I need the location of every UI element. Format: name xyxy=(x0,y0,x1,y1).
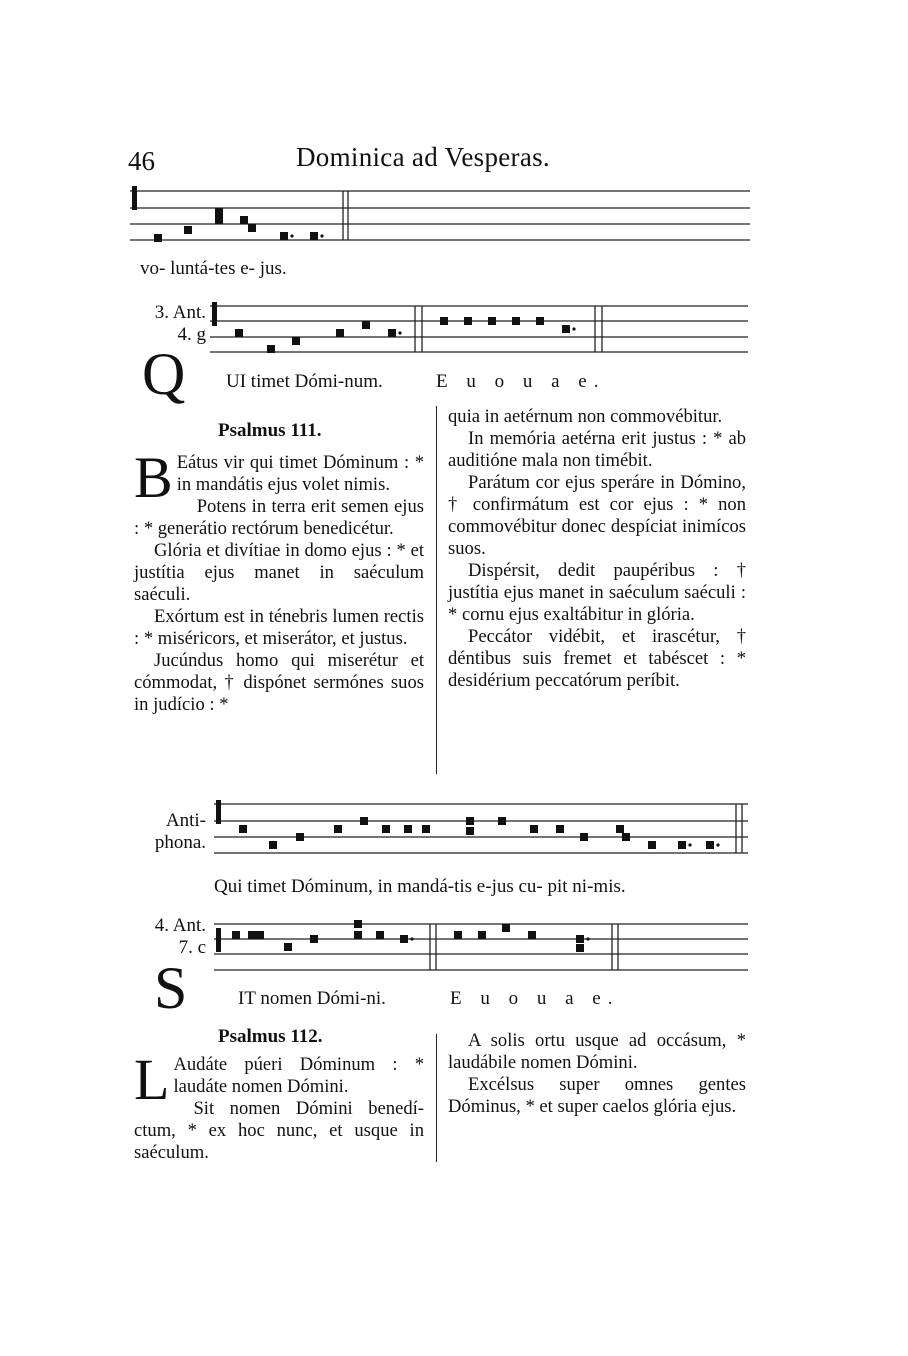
c-clef-icon xyxy=(212,302,217,326)
psalm111-verse-7: Parátum cor ejus speráre in Dómino, † confirmátum est cor ejus : * non commovébitur donec despíciat inimícos suos. xyxy=(448,472,746,559)
ant3-text: UI timet Dómi-num. xyxy=(226,371,383,392)
psalm111-verse-3: Glória et divítiae in domo ejus : * et justítia ejus manet in saéculum saéculi. xyxy=(134,540,424,605)
psalm111-verse-8: Dispérsit, dedit paupéribus : † justítia ejus manet in saéculum saéculi : * cornu ejus exaltábitur in glória. xyxy=(448,560,746,625)
ant3-label-number: 3. Ant. xyxy=(154,302,206,323)
ant3-label xyxy=(140,302,206,346)
ant4-label xyxy=(140,915,206,959)
psalm112-verse-3: A solis ortu usque ad occásum, * laudábile nomen Dómini. xyxy=(448,1030,746,1073)
ant3-label-mode: 4. g xyxy=(177,324,206,345)
psalm111-verse-5: Jucúndus homo qui miserétur et cómmodat, † dispónet sermónes suos in judício : * xyxy=(134,650,424,715)
psalm111-initial: B xyxy=(134,445,173,510)
psalm112-verse-4: Excélsus super omnes gentes Dóminus, * et super caelos glória ejus. xyxy=(448,1074,746,1117)
psalm112-right-column xyxy=(448,1030,746,1118)
psalm111-left-column xyxy=(134,445,424,716)
ant4-label-number: 4. Ant. xyxy=(154,915,206,936)
antiphona-lyrics: Qui timet Dóminum, in mandá-tis e-jus cu- pit ni-mis. xyxy=(214,876,626,897)
ant4-label-mode: 7. c xyxy=(178,937,206,958)
ant4-staff xyxy=(214,920,748,974)
c-clef-icon xyxy=(216,928,221,952)
column-divider-2 xyxy=(436,1034,437,1162)
c-clef-icon xyxy=(216,800,221,824)
psalm111-verse-5-cont: quia in aetérnum non commovébitur. xyxy=(448,406,723,427)
psalm111-verse-4: Exórtum est in ténebris lumen rectis : * miséricors, et miserátor, et justus. xyxy=(134,606,424,649)
ant3-initial: Q xyxy=(142,341,186,407)
antiphona-label xyxy=(134,810,206,854)
running-title: Dominica ad Vesperas. xyxy=(296,142,550,172)
c-clef-icon xyxy=(132,186,137,210)
ant4-text: IT nomen Dómi-ni. xyxy=(238,988,386,1009)
column-divider xyxy=(436,406,437,774)
page-number: 46 xyxy=(128,146,155,176)
antiphona-staff xyxy=(214,800,748,862)
psalm111-verse-9: Peccátor vidébit, et irascétur, † déntibus suis fremet et tabéscet : * desidérium peccatórum períbit. xyxy=(448,626,746,691)
psalm111-verse-2: Potens in terra erit semen ejus : * generátio rectórum benedicétur. xyxy=(134,496,424,539)
ant4-initial: S xyxy=(154,955,188,1021)
psalm112-initial: L xyxy=(134,1047,170,1112)
psalm111-right-column xyxy=(448,406,746,692)
antiphona-label-line2: phona. xyxy=(154,832,206,853)
chant1-staff xyxy=(130,186,750,246)
psalm112-left-column xyxy=(134,1047,424,1164)
antiphona-label-line1: Anti- xyxy=(165,810,206,831)
psalm111-verse-6: In memória aetérna erit justus : * ab auditióne mala non timébit. xyxy=(448,428,746,471)
psalm112-verse-1: L Audáte púeri Dóminum : * laudáte nomen Dómini. xyxy=(134,1047,424,1112)
psalm111-verse-1: B Eátus vir qui timet Dóminum : * in mandátis ejus volet nimis. xyxy=(134,445,424,510)
psalm112-title: Psalmus 112. xyxy=(218,1026,323,1047)
chant1-lyrics: vo- luntá-tes e- jus. xyxy=(140,258,287,279)
ant3-staff xyxy=(210,302,748,358)
psalm111-title: Psalmus 111. xyxy=(218,420,322,441)
ant4-euouae: E u o u a e. xyxy=(450,988,620,1009)
ant3-euouae: E u o u a e. xyxy=(436,371,606,392)
psalm112-verse-2: Sit nomen Dómini benedíctum, * ex hoc nunc, et usque in saéculum. xyxy=(134,1098,424,1163)
